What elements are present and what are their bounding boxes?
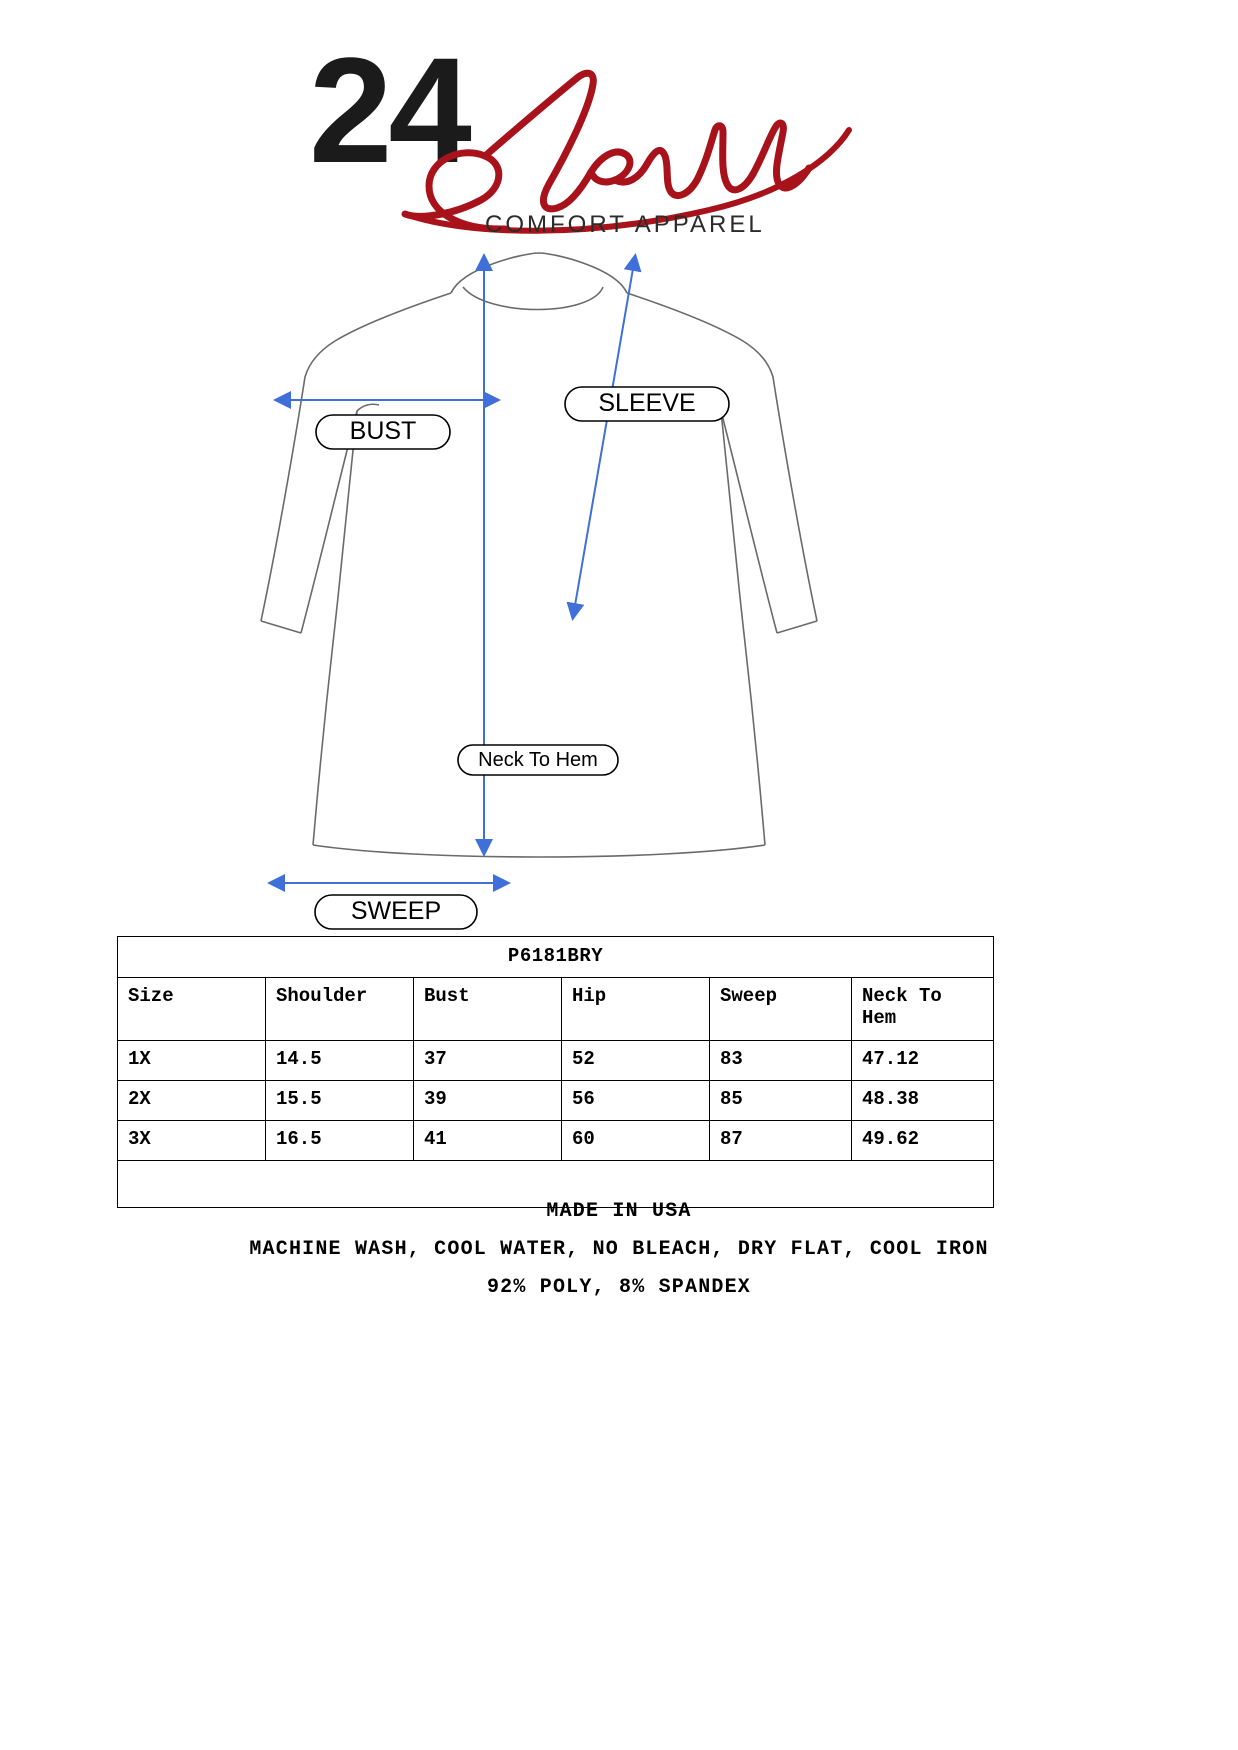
cell-bust: 37 bbox=[414, 1040, 562, 1080]
garment-measurement-diagram bbox=[0, 245, 1238, 935]
column-header-neck-to-hem: Neck To Hem bbox=[852, 977, 994, 1040]
column-header-sweep: Sweep bbox=[710, 977, 852, 1040]
cell-neck-to-hem: 48.38 bbox=[852, 1080, 994, 1120]
cell-shoulder: 15.5 bbox=[266, 1080, 414, 1120]
style-number: P6181BRY bbox=[118, 937, 994, 978]
table-row bbox=[118, 1080, 994, 1120]
brand-logo bbox=[0, 34, 1238, 244]
callout-neck-to-hem-label: Neck To Hem bbox=[478, 749, 598, 771]
care-instructions-text: MACHINE WASH, COOL WATER, NO BLEACH, DRY FLAT, COOL IRON bbox=[249, 1238, 989, 1261]
table-row bbox=[118, 1120, 994, 1160]
made-in-text: MADE IN USA bbox=[546, 1200, 692, 1223]
cell-hip: 60 bbox=[562, 1120, 710, 1160]
cell-shoulder: 14.5 bbox=[266, 1040, 414, 1080]
cell-bust: 39 bbox=[414, 1080, 562, 1120]
callout-bust bbox=[316, 415, 450, 449]
cell-hip: 52 bbox=[562, 1040, 710, 1080]
cell-shoulder: 16.5 bbox=[266, 1120, 414, 1160]
fabric-content-text: 92% POLY, 8% SPANDEX bbox=[486, 1276, 752, 1299]
callout-sleeve bbox=[565, 387, 729, 421]
callout-neck-to-hem bbox=[458, 745, 618, 775]
cell-neck-to-hem: 49.62 bbox=[852, 1120, 994, 1160]
callout-bust-label: BUST bbox=[349, 417, 417, 445]
cell-bust: 41 bbox=[414, 1120, 562, 1160]
callout-sleeve-label: SLEEVE bbox=[598, 389, 696, 417]
column-header-bust: Bust bbox=[414, 977, 562, 1040]
cell-neck-to-hem: 47.12 bbox=[852, 1040, 994, 1080]
cell-sweep: 83 bbox=[710, 1040, 852, 1080]
cell-sweep: 87 bbox=[710, 1120, 852, 1160]
column-header-hip: Hip bbox=[562, 977, 710, 1040]
table-row bbox=[118, 1040, 994, 1080]
cell-hip: 56 bbox=[562, 1080, 710, 1120]
cell-sweep: 85 bbox=[710, 1080, 852, 1120]
logo-24-text: 24 bbox=[309, 34, 468, 194]
callout-sweep bbox=[315, 895, 477, 929]
sleeve-arrow bbox=[573, 257, 635, 617]
column-header-size: Size bbox=[118, 977, 266, 1040]
cell-size: 1X bbox=[118, 1040, 266, 1080]
size-chart-table bbox=[117, 936, 994, 1208]
cell-size: 2X bbox=[118, 1080, 266, 1120]
table-style-row bbox=[118, 937, 994, 978]
callout-sweep-label: SWEEP bbox=[350, 897, 442, 925]
cell-size: 3X bbox=[118, 1120, 266, 1160]
column-header-shoulder: Shoulder bbox=[266, 977, 414, 1040]
table-header-row bbox=[118, 977, 994, 1040]
logo-tagline-text: COMFORT APPAREL bbox=[485, 211, 765, 238]
